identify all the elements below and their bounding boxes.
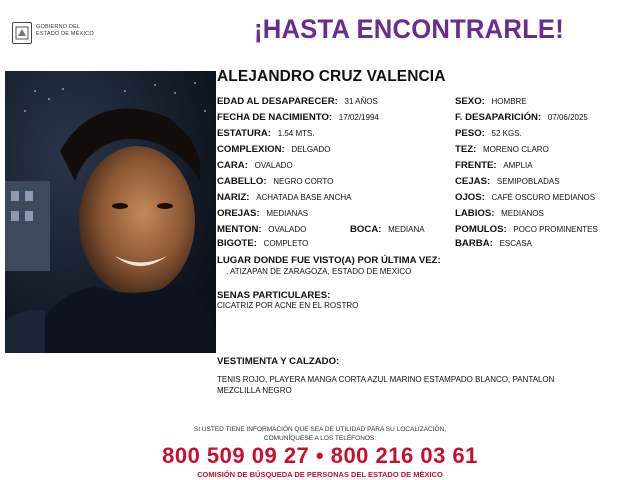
person-name: ALEJANDRO CRUZ VALENCIA — [217, 68, 446, 85]
cabello-label: CABELLO: — [217, 176, 267, 187]
vestimenta-line-1: TENIS ROJO, PLAYERA MANGA CORTA AZUL MARINO ESTAMPADO BLANCO, PANTALON — [217, 375, 555, 384]
boca-value: MEDIANA — [388, 225, 425, 234]
field-edad — [217, 96, 378, 107]
bigote-label: BIGOTE: — [217, 238, 257, 249]
government-logo-text — [36, 24, 94, 38]
complexion-label: COMPLEXION: — [217, 144, 285, 155]
menton-value: OVALADO — [268, 225, 307, 234]
field-tez — [455, 144, 549, 155]
field-complexion — [217, 144, 331, 155]
state-emblem-icon — [12, 22, 32, 44]
desaparicion-label: F. DESAPARICIÓN: — [455, 112, 542, 123]
peso-label: PESO: — [455, 128, 485, 139]
labios-label: LABIOS: — [455, 208, 495, 219]
cabello-value: NEGRO CORTO — [273, 177, 334, 186]
field-barba — [455, 238, 532, 249]
cara-value: OVALADO — [254, 161, 293, 170]
cejas-value: SEMIPOBLADAS — [496, 177, 560, 186]
cejas-label: CEJAS: — [455, 176, 491, 187]
tez-label: TEZ: — [455, 144, 477, 155]
complexion-value: DELGADO — [291, 145, 331, 154]
senas-value: CICATRIZ POR ACNE EN EL ROSTRO — [217, 301, 359, 310]
field-nacimiento — [217, 112, 379, 123]
field-estatura — [217, 128, 315, 139]
field-sexo — [455, 96, 527, 107]
lugar-title: LUGAR DONDE FUE VISTO(A) POR ÚLTIMA VEZ: — [217, 255, 441, 266]
nacimiento-value: 17/02/1994 — [338, 113, 379, 122]
field-ojos — [455, 192, 595, 203]
field-frente — [455, 160, 533, 171]
edad-label: EDAD AL DESAPARECER: — [217, 96, 338, 107]
info-line-1: SI USTED TIENE INFORMACIÓN QUE SEA DE UTILIDAD PARA SU LOCALIZACIÓN, — [193, 426, 447, 433]
pomulos-label: POMULOS: — [455, 224, 507, 235]
commission-name: COMISIÓN DE BÚSQUEDA DE PERSONAS DEL ESTADO DE MÉXICO — [197, 470, 443, 479]
vestimenta-line-2: MEZCLILLA NEGRO — [217, 386, 292, 395]
field-orejas — [217, 208, 308, 219]
frente-value: AMPLIA — [503, 161, 533, 170]
field-labios — [455, 208, 544, 219]
page-headline: ¡HASTA ENCONTRARLE! — [254, 14, 564, 44]
vestimenta-title: VESTIMENTA Y CALZADO: — [217, 356, 340, 367]
phone-numbers: 800 509 09 27 • 800 216 03 61 — [162, 443, 478, 468]
field-cara — [217, 160, 293, 171]
field-nariz — [217, 192, 351, 203]
bigote-value: COMPLETO — [263, 239, 309, 248]
field-peso — [455, 128, 522, 139]
ojos-value: CAFÉ OSCURO MEDIANOS — [491, 193, 596, 202]
gov-line-2: ESTADO DE MÉXICO — [36, 31, 94, 37]
frente-label: FRENTE: — [455, 160, 497, 171]
senas-title: SENAS PARTICULARES: — [217, 290, 331, 301]
menton-label: MENTON: — [217, 224, 262, 235]
pomulos-value: POCO PROMINENTES — [513, 225, 598, 234]
tez-value: MORENO CLARO — [483, 145, 549, 154]
nariz-label: NARIZ: — [217, 192, 250, 203]
nacimiento-label: FECHA DE NACIMIENTO: — [217, 112, 333, 123]
cara-label: CARA: — [217, 160, 248, 171]
barba-value: ESCASA — [499, 239, 532, 248]
estatura-value: 1.54 MTS. — [277, 129, 315, 138]
nariz-value: ACHATADA BASE ANCHA — [256, 193, 352, 202]
info-line-2: COMUNÍQUESE A LOS TELÉFONOS: — [263, 435, 377, 442]
lugar-value: , ATIZAPAN DE ZARAGOZA, ESTADO DE MEXICO — [226, 267, 412, 276]
desaparicion-value: 07/06/2025 — [547, 113, 588, 122]
field-cejas — [455, 176, 560, 187]
field-cabello — [217, 176, 333, 187]
field-bigote — [217, 238, 308, 249]
edad-value: 31 AÑOS — [344, 97, 378, 106]
boca-label: BOCA: — [350, 224, 382, 235]
orejas-label: OREJAS: — [217, 208, 260, 219]
peso-value: 52 KGS. — [491, 129, 522, 138]
field-desaparicion — [455, 112, 588, 123]
barba-label: BARBA: — [455, 238, 493, 249]
ojos-label: OJOS: — [455, 192, 485, 203]
sexo-value: HOMBRE — [491, 97, 527, 106]
labios-value: MEDIANOS — [501, 209, 544, 218]
field-pomulos — [455, 224, 598, 235]
field-boca — [350, 224, 425, 235]
field-menton — [217, 224, 306, 235]
estatura-label: ESTATURA: — [217, 128, 272, 139]
person-photo — [5, 71, 216, 353]
orejas-value: MEDIANAS — [266, 209, 309, 218]
gov-line-1: GOBIERNO DEL — [36, 24, 81, 30]
sexo-label: SEXO: — [455, 96, 485, 107]
